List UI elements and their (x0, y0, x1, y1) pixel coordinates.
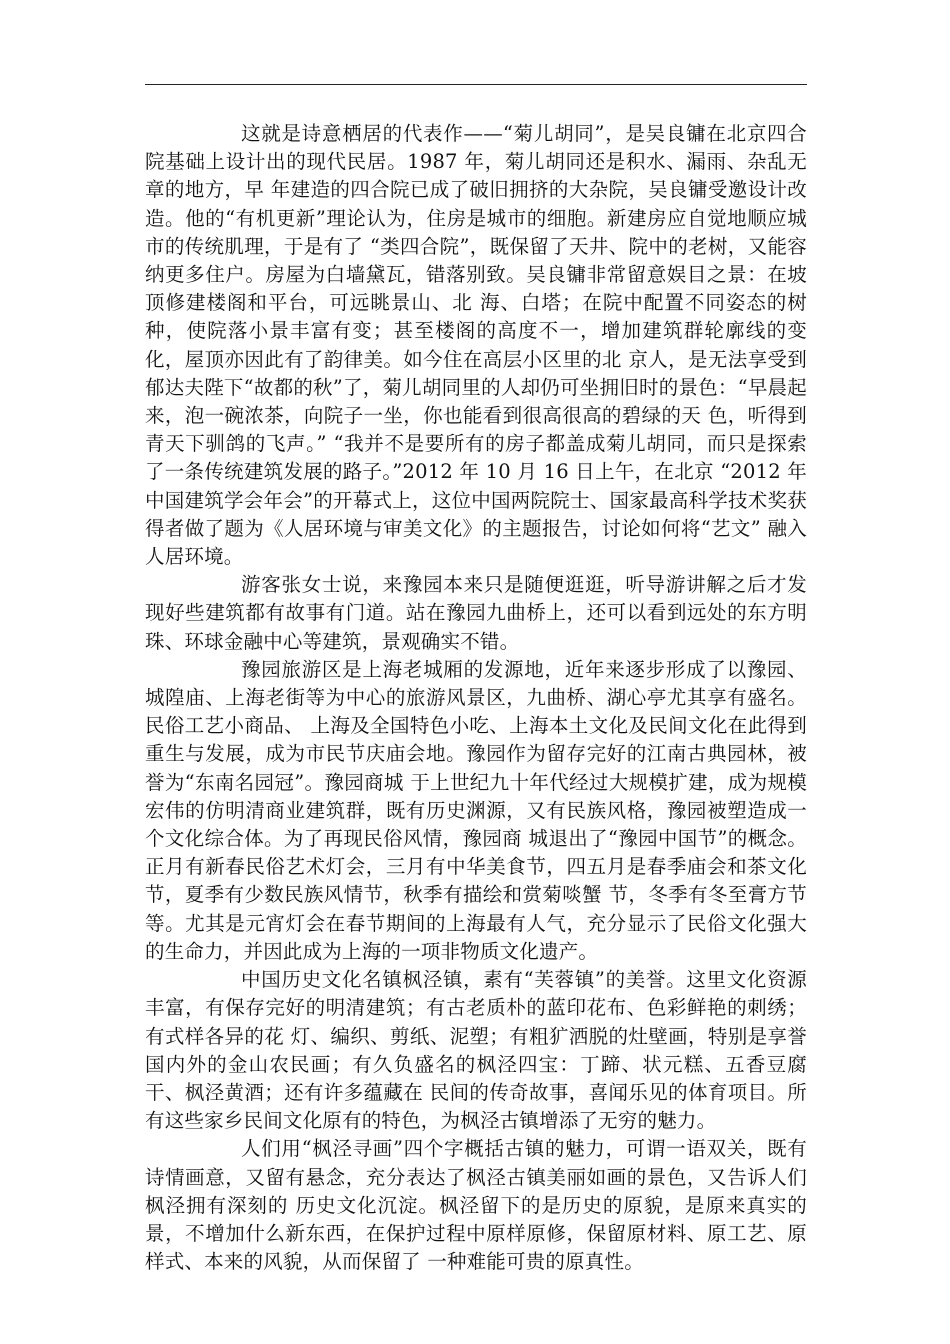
header-rule (145, 84, 807, 85)
paragraph-juer-hutong: 这就是诗意栖居的代表作——“菊儿胡同”，是吴良镛在北京四合院基础上设计出的现代民居。1987 年，菊儿胡同还是积水、漏雨、杂乱无章的地方，早 年建造的四合院已成了破旧拥挤的大杂院，吴良镛受邀设计改造。他的“有机更新”理论认为，住房是城市的细胞。新建房应自觉地顺应城市的传统肌理，于是有了 “类四合院”，既保留了天井、院中的老树，又能容纳更多住户。房屋为白墙黛瓦，错落别致。吴良镛非常留意娱目之景：在坡顶修建楼阁和平台，可远眺景山、北 海、白塔；在院中配置不同姿态的树种，使院落小景丰富有变；甚至楼阁的高度不一，增加建筑群轮廓线的变化，屋顶亦因此有了韵律美。如今住在高层小区里的北 京人，是无法享受到郁达夫陛下“故都的秋”了，菊儿胡同里的人却仍可坐拥旧时的景色：“早晨起来，泡一碗浓茶，向院子一坐，你也能看到很高很高的碧绿的天 色，听得到青天下驯鸽的飞声。” “我并不是要所有的房子都盖成菊儿胡同，而只是探索了一条传统建筑发展的路子。”2012 年 10 月 16 日上午，在北京 “2012 年中国建筑学会年会”的开幕式上，这位中国两院院士、国家最高科学技术奖获得者做了题为《人居环境与审美文化》的主题报告，讨论如何将“艺文” 融入人居环境。 (145, 122, 807, 569)
paragraph-fengjing-painting: 人们用“枫泾寻画”四个字概括古镇的魅力，可谓一语双关，既有诗情画意，又留有悬念，充分表达了枫泾古镇美丽如画的景色，又告诉人们枫泾拥有深刻的 历史文化沉淀。枫泾留下的是历史的原貌，是原来真实的景，不增加什么新东西，在保护过程中原样原修，保留原材料、原工艺、原样式、本来的风貌，从而保留了 一种难能可贵的原真性。 (145, 1137, 807, 1274)
paragraph-yuyuan-visitor: 游客张女士说，来豫园本来只是随便逛逛，听导游讲解之后才发现好些建筑都有故事有门道。站在豫园九曲桥上，还可以看到远处的东方明珠、环球金融中心等建筑，景观确实不错。 (145, 573, 807, 653)
paragraph-fengjing-town: 中国历史文化名镇枫泾镇，素有“芙蓉镇”的美誉。这里文化资源丰富，有保存完好的明清建筑；有古老质朴的蓝印花布、色彩鲜艳的刺绣；有式样各异的花 灯、编织、剪纸、泥塑；有粗犷洒脱的灶壁画，特别是享誉国内外的金山农民画；有久负盛名的枫泾四宝：丁蹄、状元糕、五香豆腐干、枫泾黄酒；还有许多蕴藏在 民间的传奇故事，喜闻乐见的体育项目。所有这些家乡民间文化原有的特色，为枫泾古镇增添了无穷的魅力。 (145, 968, 807, 1133)
paragraph-yuyuan-tourism: 豫园旅游区是上海老城厢的发源地，近年来逐步形成了以豫园、城隍庙、上海老街等为中心的旅游风景区，九曲桥、湖心亭尤其享有盛名。民俗工艺小商品、 上海及全国特色小吃、上海本土文化及民间文化在此得到重生与发展，成为市民节庆庙会地。豫园作为留存完好的江南古典园林，被誉为“东南名园冠”。豫园商城 于上世纪九十年代经过大规模扩建，成为规模宏伟的仿明清商业建筑群，既有历史渊源，又有民族风格，豫园被塑造成一个文化综合体。为了再现民俗风情，豫园商 城退出了“豫园中国节”的概念。正月有新春民俗艺术灯会，三月有中华美食节，四五月是春季庙会和茶文化节，夏季有少数民族风情节，秋季有描绘和赏菊啖蟹 节，冬季有冬至膏方节等。尤其是元宵灯会在春节期间的上海最有人气，充分显示了民俗文化强大的生命力，并因此成为上海的一项非物质文化遗产。 (145, 657, 807, 963)
body-text (145, 120, 807, 1276)
